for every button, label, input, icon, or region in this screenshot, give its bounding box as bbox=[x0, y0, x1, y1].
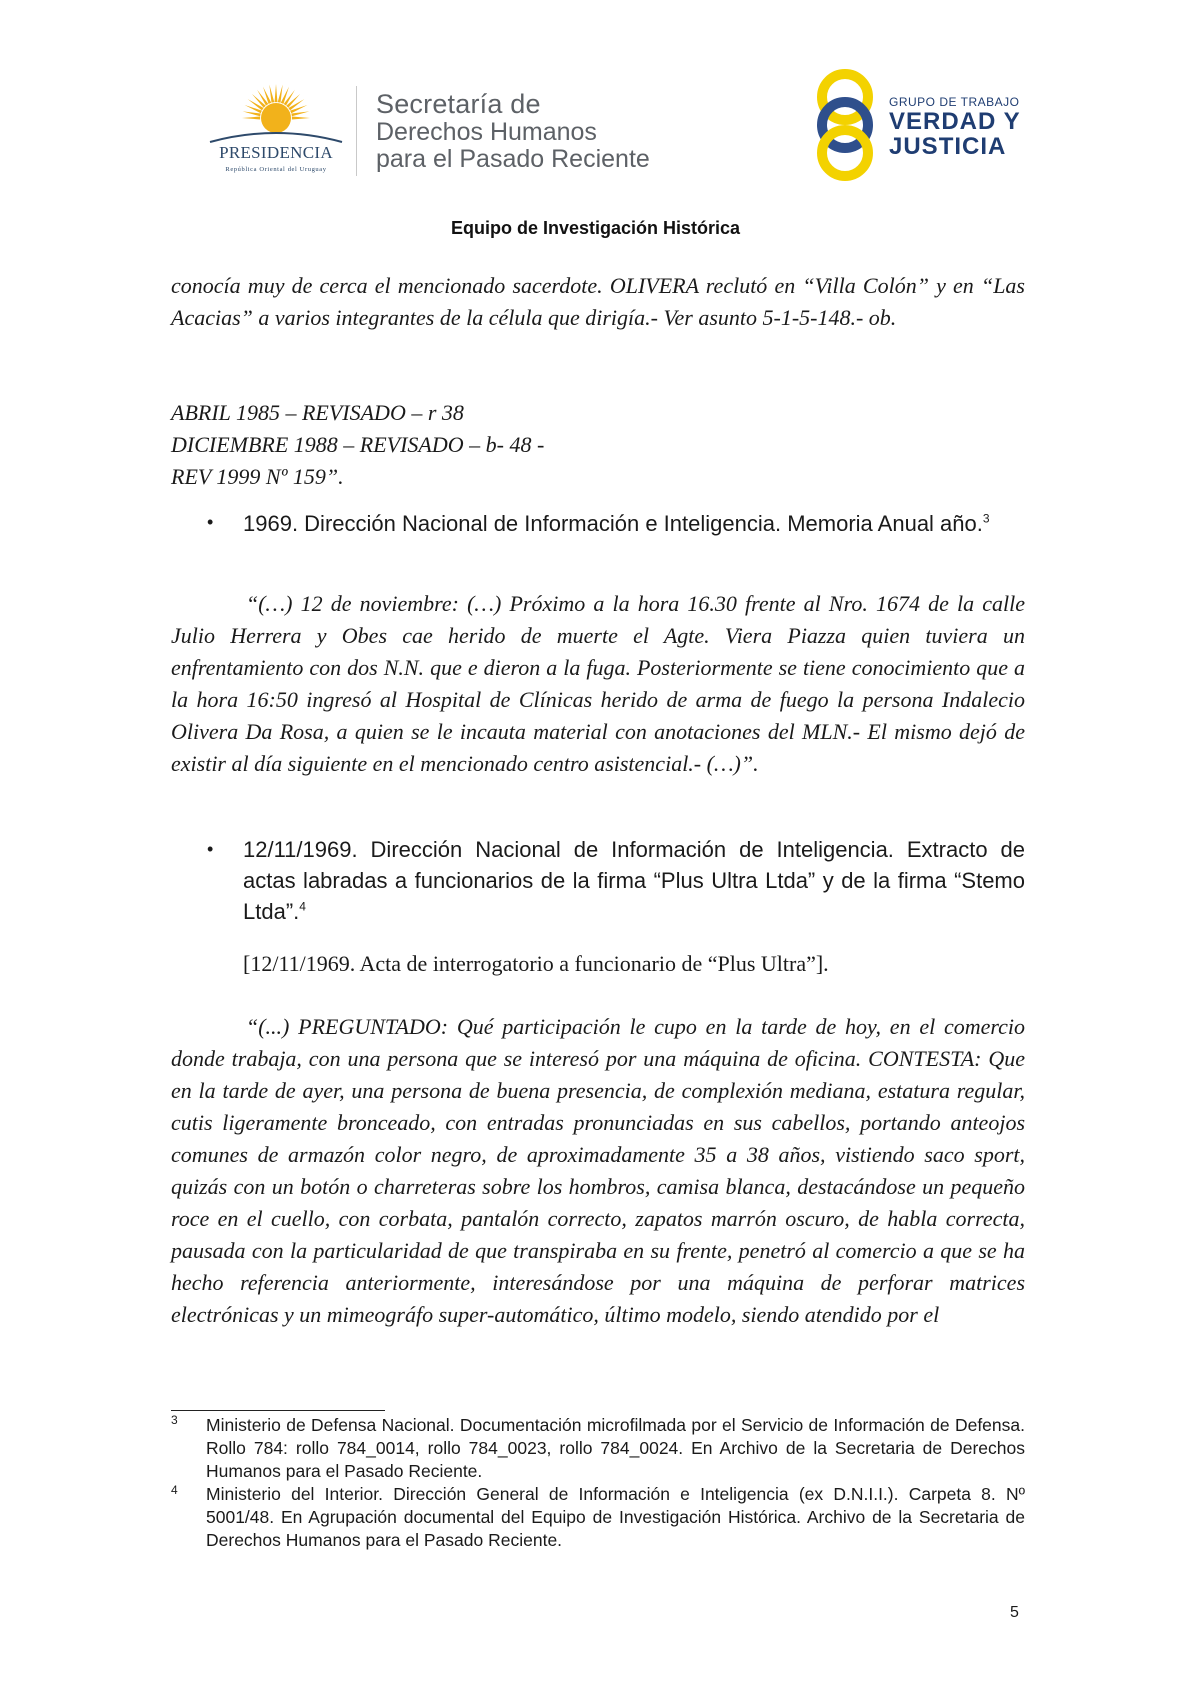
gtvj-line-3: JUSTICIA bbox=[889, 133, 1007, 160]
gtvj-wordmark bbox=[889, 95, 1021, 159]
secretaria-line-1: Secretaría de bbox=[376, 89, 541, 119]
team-title: Equipo de Investigación Histórica bbox=[450, 218, 741, 238]
sun-ray bbox=[292, 117, 310, 120]
footnote-ref[interactable]: 4 bbox=[299, 899, 306, 914]
revision-line: ABRIL 1985 – REVISADO – r 38 bbox=[171, 400, 464, 425]
footnote-number: 3 bbox=[171, 1413, 178, 1427]
header-divider bbox=[356, 86, 357, 176]
revision-line: DICIEMBRE 1988 – REVISADO – b- 48 - bbox=[171, 432, 545, 457]
paragraph-continuation: conocía muy de cerca el mencionado sacerdote. OLIVERA reclutó en “Villa Colón” y en “Las Acacias” a varios integrantes de la célula que dirigía.- Ver asunto 5-1-5-148.- ob. bbox=[171, 273, 1025, 330]
quote-interrogatorio: “(...) PREGUNTADO: Qué participación le cupo en la tarde de hoy, en el comercio donde trabaja, con una persona que se interesó por una máquina de oficina. CONTESTA: Que en la tarde de ayer, una persona de buena presencia, de complexión mediana, estatura regular, cutis ligeramente bronceado, con entradas pronunciadas en sus cabellos, portando anteojos comunes de armazón color negro, de aproximadamente 35 a 38 años, vistiendo saco sport, quizás con un botón o charreteras sobre los hombros, camisa blanca, destacándose un pequeño roce en el cuello, con corbata, pantalón correcto, zapatos marrón oscuro, de habla correcta, pausada con la particularidad de que transpiraba en su frente, penetró al comercio a que se ha hecho referencia anteriormente, interesándose por una máquina de perforar matrices electrónicas y un mimeográfo super-automático, último modelo, siendo atendido por el bbox=[171, 1014, 1025, 1327]
gtvj-line-2: VERDAD Y bbox=[889, 108, 1021, 135]
sun-ray bbox=[269, 85, 274, 103]
secretaria-line-2: Derechos Humanos bbox=[376, 118, 597, 146]
presidencia-logo bbox=[196, 80, 356, 180]
revision-line: REV 1999 Nº 159”. bbox=[171, 464, 344, 489]
revision-notes bbox=[171, 397, 1025, 493]
sun-ray bbox=[243, 111, 261, 116]
bullet-item bbox=[243, 508, 1025, 539]
sun-emblem-icon bbox=[196, 80, 356, 144]
bullet-text: 1969. Dirección Nacional de Información e Inteligencia. Memoria Anual año. bbox=[243, 511, 983, 536]
bracket-note: [12/11/1969. Acta de interrogatorio a funcionario de “Plus Ultra”]. bbox=[243, 951, 829, 976]
presidencia-wordmark: PRESIDENCIA bbox=[219, 143, 333, 162]
footnote-number: 4 bbox=[171, 1483, 178, 1497]
sun-ray bbox=[278, 85, 283, 103]
bullet-text: 12/11/1969. Dirección Nacional de Información de Inteligencia. Extracto de actas labradas a funcionarios de la firma “Plus Ultra Ltda” y de la firma “Stemo Ltda”. bbox=[243, 837, 1025, 924]
footnote-ref[interactable]: 3 bbox=[982, 511, 990, 526]
page-number: 5 bbox=[1010, 1604, 1019, 1621]
footnote-text: Ministerio de Defensa Nacional. Documentación microfilmada por el Servicio de Información de Defensa. Rollo 784: rollo 784_0014, rollo 784_0023, rollo 784_0024. En Archivo de la Secretaria de Derechos Humanos para el Pasado Reciente. bbox=[206, 1415, 1025, 1481]
bullet-marker: • bbox=[207, 512, 214, 532]
sun-ray bbox=[242, 117, 260, 120]
bullet-marker: • bbox=[207, 839, 214, 859]
sun-ray bbox=[275, 84, 278, 102]
footnote-text: Ministerio del Interior. Dirección General de Información e Inteligencia (ex D.N.I.I.). Carpeta 8. Nº 5001/48. En Agrupación documental del Equipo de Investigación Histórica. Archivo de la Secretaria de Derechos Humanos para el Pasado Reciente. bbox=[206, 1484, 1025, 1550]
sun-ray bbox=[291, 111, 309, 116]
gtvj-line-1: GRUPO DE TRABAJO bbox=[889, 95, 1020, 109]
footnote-separator bbox=[171, 1410, 385, 1411]
secretaria-wordmark bbox=[376, 90, 650, 173]
bullet-item bbox=[243, 834, 1025, 927]
presidencia-subtitle: República Oriental del Uruguay bbox=[225, 166, 327, 173]
secretaria-line-3: para el Pasado Reciente bbox=[376, 145, 650, 173]
quote-memoria: “(…) 12 de noviembre: (…) Próximo a la hora 16.30 frente al Nro. 1674 de la calle Julio Herrera y Obes cae herido de muerte el Agte. Viera Piazza quien tuviera un enfrentamiento con dos N.N. que e dieron a la fuga. Posteriormente se tiene conocimiento que a la hora 16:50 ingresó al Hospital de Clínicas herido de arma de fuego la persona Indalecio Olivera Da Rosa, a quien se le incauta material con anotaciones del MLN.- El mismo dejó de existir al día siguiente en el mencionado centro asistencial.- (…)”. bbox=[171, 591, 1025, 776]
